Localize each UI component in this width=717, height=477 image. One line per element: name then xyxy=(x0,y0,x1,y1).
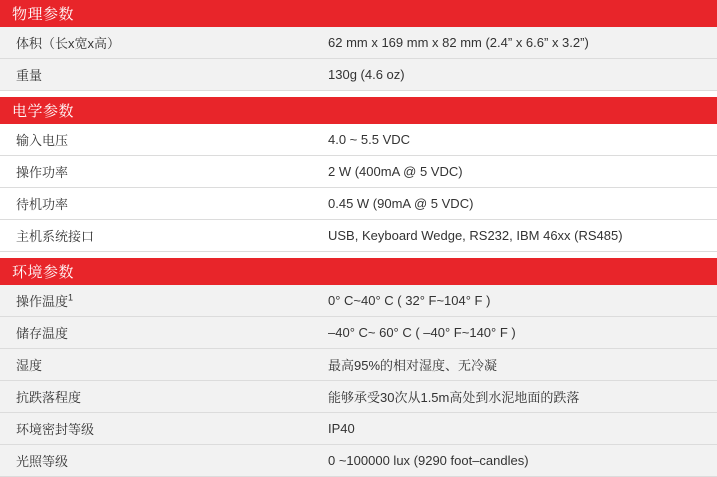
row-label: 操作温度 xyxy=(16,294,69,309)
table-row xyxy=(0,445,717,477)
section-title-environmental: 环境参数 xyxy=(0,258,717,285)
row-value: 130g (4.6 oz) xyxy=(320,59,717,91)
table-row xyxy=(0,59,717,91)
table-row xyxy=(0,188,717,220)
row-label: 光照等级 xyxy=(0,445,320,477)
row-label: 抗跌落程度 xyxy=(0,381,320,413)
row-value: 最高95%的相对湿度、无冷凝 xyxy=(320,349,717,381)
row-label: 湿度 xyxy=(0,349,320,381)
row-label: 主机系统接口 xyxy=(0,220,320,252)
section-header-row xyxy=(0,258,717,285)
row-value: IP40 xyxy=(320,413,717,445)
section-header-row xyxy=(0,97,717,124)
table-row xyxy=(0,220,717,252)
row-value: 能够承受30次从1.5m高处到水泥地面的跌落 xyxy=(320,381,717,413)
row-value: 62 mm x 169 mm x 82 mm (2.4” x 6.6” x 3.2”) xyxy=(320,27,717,59)
row-label: 重量 xyxy=(0,59,320,91)
row-value: USB, Keyboard Wedge, RS232, IBM 46xx (RS485) xyxy=(320,220,717,252)
row-value: –40° C~ 60° C ( –40° F~140° F ) xyxy=(320,317,717,349)
row-value: 4.0 ~ 5.5 VDC xyxy=(320,124,717,156)
row-label-footnote-marker: 1 xyxy=(68,292,74,303)
row-value: 0.45 W (90mA @ 5 VDC) xyxy=(320,188,717,220)
row-label: 输入电压 xyxy=(0,124,320,156)
row-label: 操作功率 xyxy=(0,156,320,188)
table-row xyxy=(0,317,717,349)
row-label: 环境密封等级 xyxy=(0,413,320,445)
section-title-physical: 物理参数 xyxy=(0,0,717,27)
table-row xyxy=(0,124,717,156)
row-value: 2 W (400mA @ 5 VDC) xyxy=(320,156,717,188)
row-label-cell xyxy=(0,285,320,317)
table-row xyxy=(0,156,717,188)
row-value: 0 ~100000 lux (9290 foot–candles) xyxy=(320,445,717,477)
table-row xyxy=(0,349,717,381)
table-row xyxy=(0,27,717,59)
section-title-electrical: 电学参数 xyxy=(0,97,717,124)
section-header-row xyxy=(0,0,717,27)
row-label: 体积（长x宽x高） xyxy=(0,27,320,59)
row-value: 0° C~40° C ( 32° F~104° F ) xyxy=(320,285,717,317)
table-row xyxy=(0,413,717,445)
table-row xyxy=(0,381,717,413)
row-label: 待机功率 xyxy=(0,188,320,220)
table-row xyxy=(0,285,717,317)
row-label: 储存温度 xyxy=(0,317,320,349)
